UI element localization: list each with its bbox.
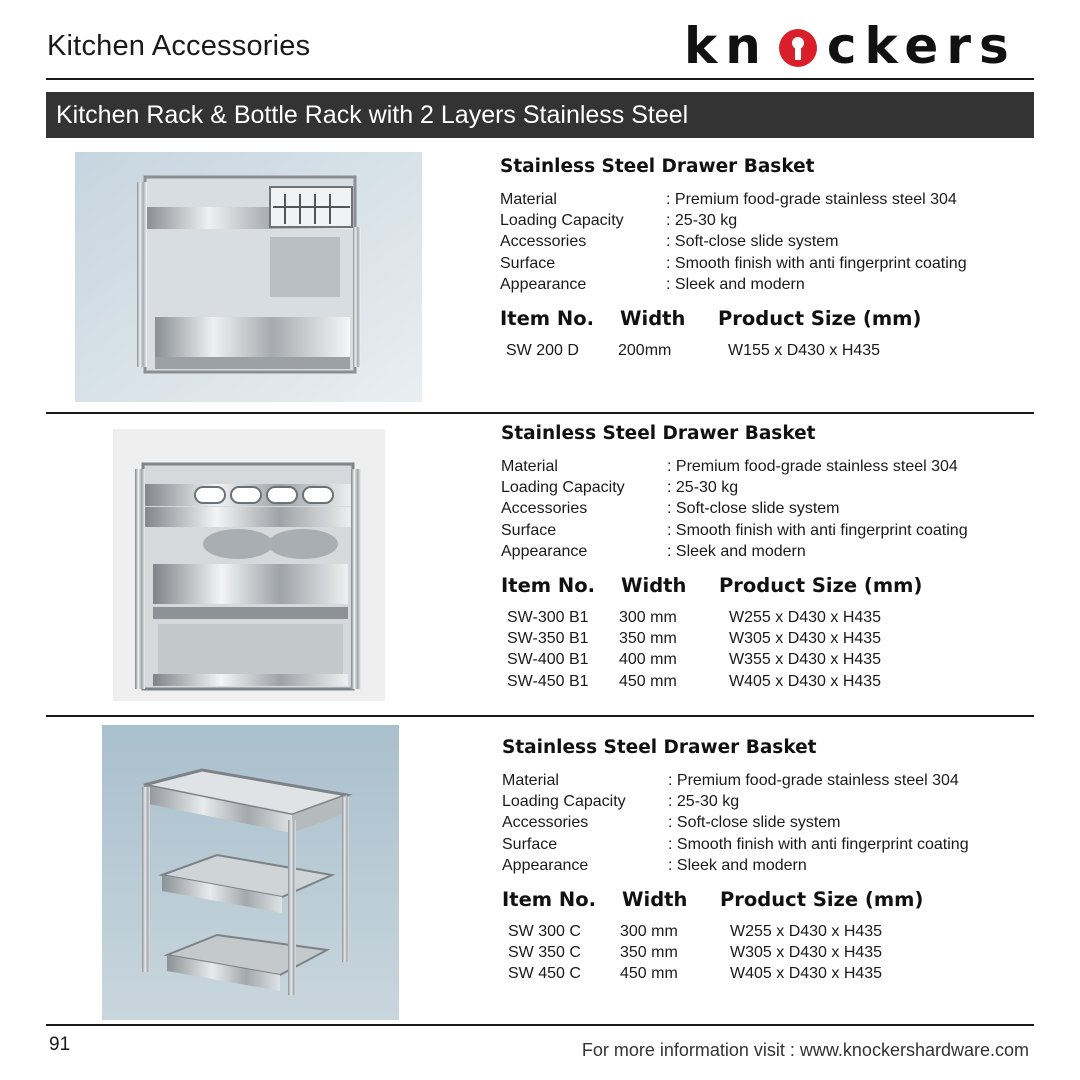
spec-value: : Soft-close slide system	[668, 814, 841, 832]
table-row	[502, 963, 1022, 984]
spec-row	[500, 210, 1020, 231]
item-width: 200mm	[618, 342, 672, 360]
spec-key: Appearance	[500, 275, 587, 293]
spec-value: : Sleek and modern	[668, 856, 807, 874]
footer-divider	[46, 1024, 1034, 1026]
spec-key: Loading Capacity	[500, 212, 624, 230]
item-width: 450 mm	[619, 672, 677, 690]
item-size: W405 x D430 x H435	[730, 965, 883, 983]
size-table-header	[502, 888, 1022, 911]
spec-value: : Soft-close slide system	[667, 500, 840, 518]
item-no: SW-450 B1	[507, 672, 589, 690]
item-size: W155 x D430 x H435	[728, 342, 881, 360]
brand-logo-prefix: kn	[684, 17, 769, 75]
spec-row	[501, 498, 1021, 519]
product-spec-3	[502, 737, 1022, 985]
size-table-header	[500, 307, 1020, 330]
size-table-header	[501, 574, 1021, 597]
keyhole-icon	[779, 29, 817, 67]
product-spec-2	[501, 423, 1021, 692]
table-row	[501, 628, 1021, 649]
table-row	[501, 671, 1021, 692]
column-item-no: Item No.	[500, 307, 595, 331]
footer-website-link[interactable]: For more information visit : www.knockershardware.com	[581, 1040, 1029, 1060]
spec-value: : 25-30 kg	[668, 793, 740, 811]
item-no: SW 450 C	[508, 965, 581, 983]
column-product-size: Product Size (mm)	[720, 888, 924, 912]
spec-value: : Soft-close slide system	[666, 233, 839, 251]
item-size: W405 x D430 x H435	[729, 672, 882, 690]
spec-row	[502, 812, 1022, 833]
spec-key: Appearance	[502, 856, 589, 874]
spec-value: : Smooth finish with anti fingerprint coating	[667, 521, 968, 539]
brand-logo	[684, 18, 1017, 74]
section-divider	[46, 715, 1034, 717]
product-heading: Stainless Steel Drawer Basket	[502, 737, 817, 758]
spec-key: Material	[502, 772, 559, 789]
table-row	[502, 942, 1022, 963]
spec-value: : Premium food-grade stainless steel 304	[667, 458, 958, 475]
spec-row	[502, 770, 1022, 791]
spec-row	[502, 855, 1022, 876]
item-size: W355 x D430 x H435	[729, 651, 882, 669]
spec-row	[501, 456, 1021, 477]
item-no: SW-350 B1	[507, 630, 589, 648]
spec-key: Surface	[502, 835, 558, 853]
column-item-no: Item No.	[501, 574, 596, 598]
spec-value: : Premium food-grade stainless steel 304	[666, 191, 957, 208]
item-width: 350 mm	[620, 944, 678, 962]
item-size: W305 x D430 x H435	[730, 944, 883, 962]
spec-row	[500, 253, 1020, 274]
spec-value: : Premium food-grade stainless steel 304	[668, 772, 959, 789]
spec-key: Material	[500, 191, 557, 208]
column-product-size: Product Size (mm)	[719, 574, 923, 598]
item-no: SW 300 C	[508, 923, 581, 941]
item-no: SW-300 B1	[507, 609, 589, 627]
spec-value: : Smooth finish with anti fingerprint coating	[668, 835, 969, 853]
item-width: 350 mm	[619, 630, 677, 648]
product-heading: Stainless Steel Drawer Basket	[501, 423, 816, 444]
product-photo-1	[75, 152, 422, 402]
spec-row	[500, 274, 1020, 295]
item-no: SW 350 C	[508, 944, 581, 962]
column-width: Width	[620, 307, 686, 331]
table-row	[501, 649, 1021, 670]
spec-row	[500, 189, 1020, 210]
item-size: W255 x D430 x H435	[730, 923, 883, 941]
spec-key: Appearance	[501, 542, 588, 560]
item-no: SW 200 D	[506, 342, 579, 360]
column-item-no: Item No.	[502, 888, 597, 912]
section-banner: Kitchen Rack & Bottle Rack with 2 Layers Stainless Steel	[46, 92, 1034, 138]
item-size: W305 x D430 x H435	[729, 630, 882, 648]
spec-key: Accessories	[500, 233, 587, 251]
column-width: Width	[622, 888, 688, 912]
spec-row	[501, 541, 1021, 562]
page-title: Kitchen Accessories	[47, 30, 311, 62]
column-width: Width	[621, 574, 687, 598]
spec-key: Accessories	[502, 814, 589, 832]
column-product-size: Product Size (mm)	[718, 307, 922, 331]
spec-key: Loading Capacity	[501, 479, 625, 497]
product-photo-3	[102, 725, 399, 1020]
table-row	[502, 921, 1022, 942]
spec-row	[501, 477, 1021, 498]
product-heading: Stainless Steel Drawer Basket	[500, 156, 815, 177]
spec-row	[501, 520, 1021, 541]
spec-value: : Sleek and modern	[667, 542, 806, 560]
item-width: 300 mm	[619, 609, 677, 627]
spec-value: : Smooth finish with anti fingerprint coating	[666, 254, 967, 272]
table-row	[500, 340, 1020, 361]
item-width: 300 mm	[620, 923, 678, 941]
spec-row	[502, 834, 1022, 855]
product-spec-1	[500, 156, 1020, 361]
spec-key: Surface	[500, 254, 556, 272]
table-row	[501, 607, 1021, 628]
brand-logo-suffix: ckers	[826, 17, 1017, 75]
spec-key: Surface	[501, 521, 557, 539]
spec-key: Accessories	[501, 500, 588, 518]
item-size: W255 x D430 x H435	[729, 609, 882, 627]
item-width: 450 mm	[620, 965, 678, 983]
spec-row	[502, 791, 1022, 812]
spec-value: : 25-30 kg	[666, 212, 738, 230]
item-width: 400 mm	[619, 651, 677, 669]
spec-key: Material	[501, 458, 558, 475]
item-no: SW-400 B1	[507, 651, 589, 669]
spec-key: Loading Capacity	[502, 793, 626, 811]
header-divider	[46, 78, 1034, 80]
spec-value: : Sleek and modern	[666, 275, 805, 293]
section-divider	[46, 412, 1034, 414]
spec-value: : 25-30 kg	[667, 479, 739, 497]
product-photo-2	[113, 429, 385, 701]
spec-row	[500, 231, 1020, 252]
page-number: 91	[49, 1034, 71, 1055]
